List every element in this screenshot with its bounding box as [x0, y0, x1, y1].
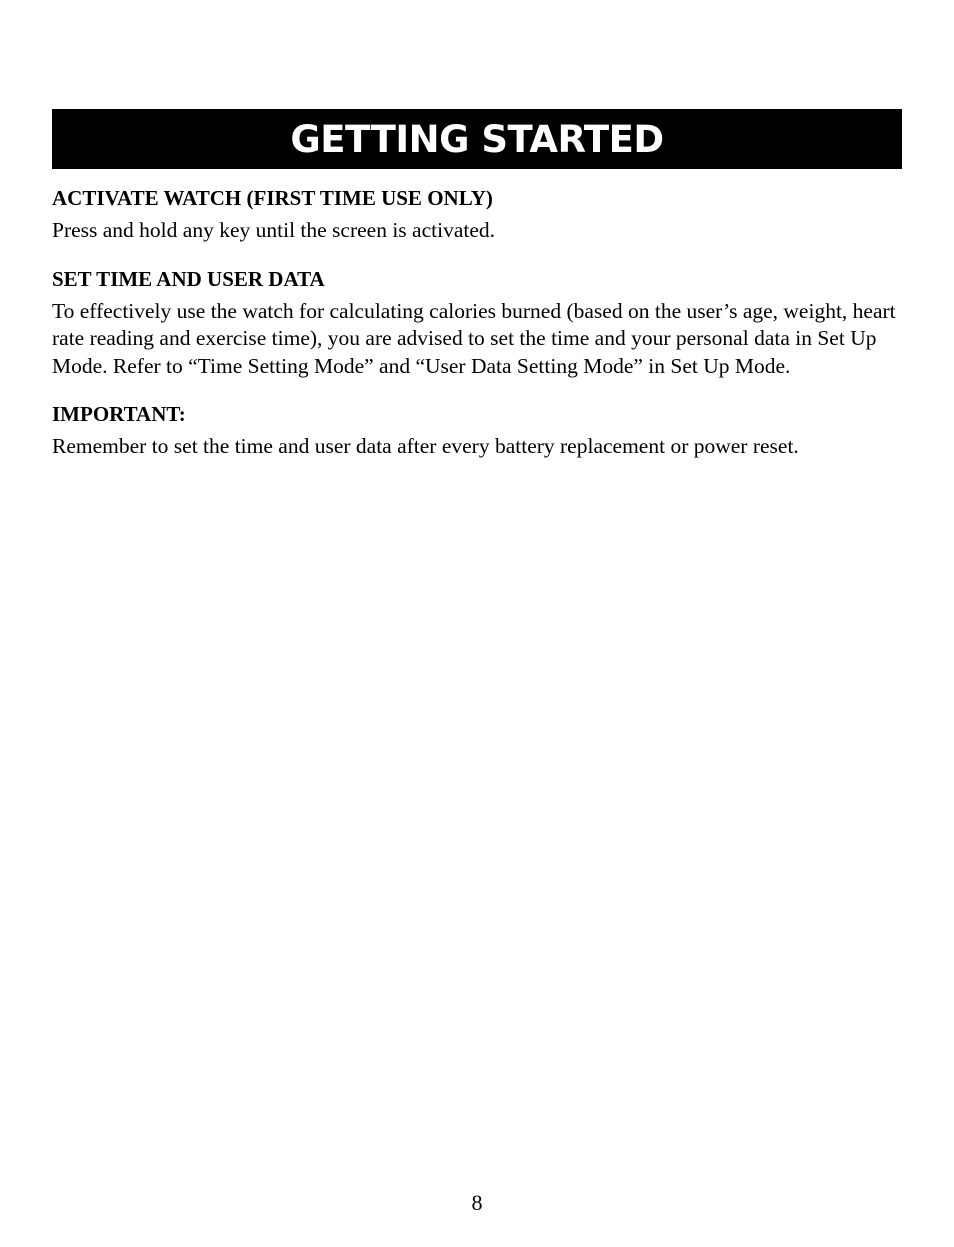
document-body: [52, 184, 912, 481]
section-heading: IMPORTANT:: [52, 402, 186, 426]
page-title: GETTING STARTED: [290, 117, 664, 161]
section-paragraph: To effectively use the watch for calculating calories burned (based on the user’s age, weight, heart rate reading and exercise time), you are advised to set the time and your personal data in Set Up Mode. Refer to “Time Setting Mode” and “User Data Setting Mode” in Set Up Mode.: [52, 298, 896, 378]
section-paragraph: Remember to set the time and user data after every battery replacement or power reset.: [52, 434, 799, 458]
section-activate-watch: [52, 184, 912, 245]
section-banner: [52, 109, 902, 169]
section-heading: ACTIVATE WATCH (FIRST TIME USE ONLY): [52, 186, 493, 210]
section-important: [52, 400, 912, 461]
section-set-time-user-data: [52, 265, 912, 381]
section-paragraph: Press and hold any key until the screen is activated.: [52, 218, 496, 242]
section-heading: SET TIME AND USER DATA: [52, 266, 325, 291]
page-number: 8: [471, 1190, 483, 1215]
